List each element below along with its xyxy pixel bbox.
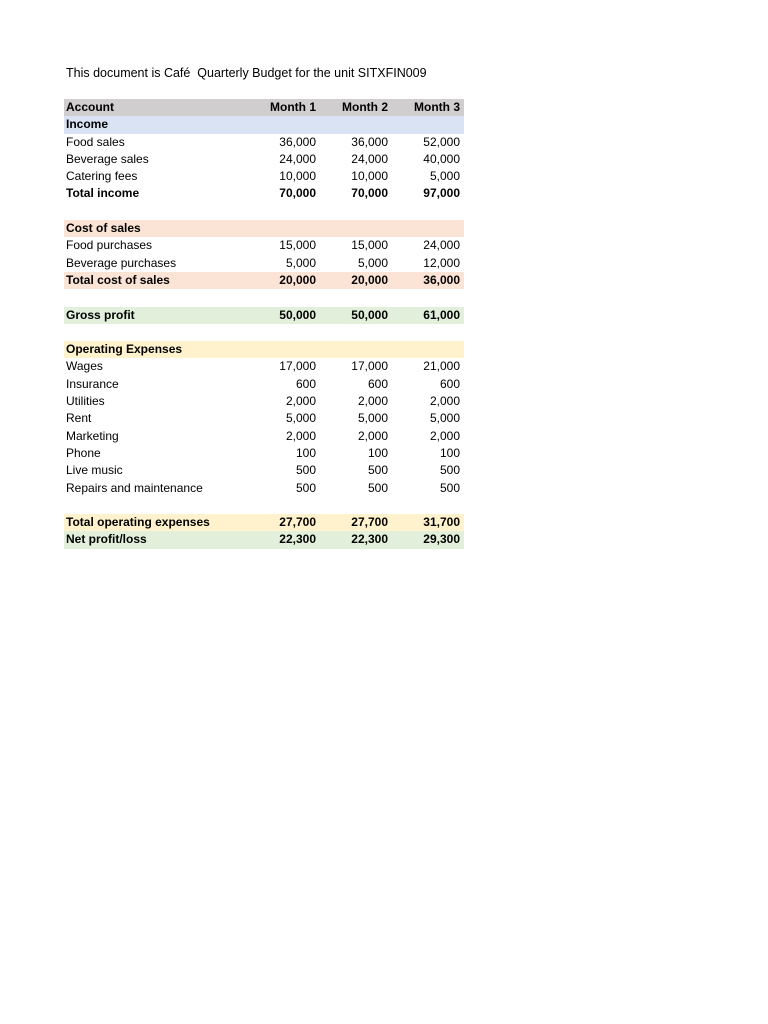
section-label: Cost of sales	[66, 221, 141, 236]
month-3-value: 500	[439, 463, 460, 478]
month-2-value: 36,000	[351, 134, 388, 149]
month-2-value: 22,300	[351, 532, 388, 547]
header-month-2: Month 2	[342, 100, 388, 114]
month-3-value: 52,000	[423, 134, 460, 149]
month-2-value: 2,000	[357, 394, 388, 409]
month-1-value: 10,000	[279, 169, 316, 184]
row-label: Net profit/loss	[66, 532, 147, 547]
month-2-value: 20,000	[351, 272, 388, 287]
month-3-value: 500	[439, 480, 460, 495]
month-3-value: 100	[439, 445, 460, 460]
month-1-value: 2,000	[285, 394, 316, 409]
section-heading-cost-of-sales	[64, 220, 464, 237]
row-label: Catering fees	[66, 169, 138, 184]
row-label: Repairs and maintenance	[66, 480, 203, 495]
month-1-value: 17,000	[279, 359, 316, 374]
month-1-value: 5,000	[285, 255, 316, 270]
table-row	[64, 393, 464, 410]
month-1-value: 70,000	[279, 186, 316, 201]
table-row	[64, 237, 464, 254]
row-label: Wages	[66, 359, 103, 374]
month-2-value: 10,000	[351, 169, 388, 184]
row-label: Gross profit	[66, 307, 135, 322]
month-3-value: 29,300	[423, 532, 460, 547]
month-3-value: 21,000	[423, 359, 460, 374]
table-row	[64, 445, 464, 462]
month-3-value: 5,000	[429, 169, 460, 184]
month-1-value: 24,000	[279, 151, 316, 166]
section-heading-income	[64, 116, 464, 133]
month-3-value: 24,000	[423, 238, 460, 253]
month-1-value: 100	[295, 445, 316, 460]
month-2-value: 100	[367, 445, 388, 460]
month-3-value: 5,000	[429, 411, 460, 426]
section-heading-operating-expenses	[64, 341, 464, 358]
month-1-value: 500	[295, 463, 316, 478]
month-2-value: 500	[367, 463, 388, 478]
table-row	[64, 168, 464, 185]
table-row	[64, 358, 464, 375]
net-profit-row	[64, 531, 464, 548]
row-label: Live music	[66, 463, 123, 478]
header-month-1: Month 1	[270, 100, 316, 114]
section-label: Operating Expenses	[66, 342, 183, 357]
month-1-value: 5,000	[285, 411, 316, 426]
month-3-value: 12,000	[423, 255, 460, 270]
row-label: Beverage purchases	[66, 255, 177, 270]
row-label: Utilities	[66, 394, 105, 409]
month-1-value: 2,000	[285, 428, 316, 443]
month-2-value: 70,000	[351, 186, 388, 201]
row-label: Total operating expenses	[66, 515, 210, 530]
section-label: Income	[66, 117, 109, 132]
row-label: Total cost of sales	[66, 272, 170, 287]
month-2-value: 2,000	[357, 428, 388, 443]
row-label: Food sales	[66, 134, 125, 149]
total-operating-expenses-row	[64, 514, 464, 531]
table-row	[64, 134, 464, 151]
total-income-row	[64, 185, 464, 202]
table-row	[64, 255, 464, 272]
month-3-value: 2,000	[429, 394, 460, 409]
month-1-value: 20,000	[279, 272, 316, 287]
header-account: Account	[66, 100, 114, 114]
row-label: Beverage sales	[66, 151, 149, 166]
month-2-value: 24,000	[351, 151, 388, 166]
month-3-value: 600	[439, 376, 460, 391]
month-3-value: 40,000	[423, 151, 460, 166]
total-cost-of-sales-row	[64, 272, 464, 289]
row-label: Phone	[66, 445, 101, 460]
row-label: Marketing	[66, 428, 119, 443]
row-label: Food purchases	[66, 238, 153, 253]
month-1-value: 600	[295, 376, 316, 391]
month-3-value: 31,700	[423, 515, 460, 530]
month-2-value: 500	[367, 480, 388, 495]
budget-table	[64, 99, 464, 549]
spacer-row	[64, 203, 464, 220]
row-label: Total income	[66, 186, 140, 201]
month-1-value: 27,700	[279, 515, 316, 530]
month-2-value: 5,000	[357, 255, 388, 270]
table-header-row	[64, 99, 464, 116]
month-2-value: 5,000	[357, 411, 388, 426]
month-1-value: 15,000	[279, 238, 316, 253]
month-1-value: 500	[295, 480, 316, 495]
table-row	[64, 410, 464, 427]
month-2-value: 600	[367, 376, 388, 391]
document-title: This document is Café Quarterly Budget for the unit SITXFIN009	[66, 66, 427, 80]
header-month-3: Month 3	[414, 100, 460, 114]
month-1-value: 36,000	[279, 134, 316, 149]
table-row	[64, 376, 464, 393]
spacer-row	[64, 289, 464, 306]
spacer-row	[64, 324, 464, 341]
month-2-value: 17,000	[351, 359, 388, 374]
month-1-value: 50,000	[279, 307, 316, 322]
month-3-value: 2,000	[429, 428, 460, 443]
month-1-value: 22,300	[279, 532, 316, 547]
table-row	[64, 428, 464, 445]
table-row	[64, 151, 464, 168]
month-3-value: 97,000	[423, 186, 460, 201]
table-row	[64, 480, 464, 497]
row-label: Insurance	[66, 376, 119, 391]
table-row	[64, 462, 464, 479]
row-label: Rent	[66, 411, 92, 426]
month-3-value: 36,000	[423, 272, 460, 287]
spacer-row	[64, 497, 464, 514]
month-2-value: 15,000	[351, 238, 388, 253]
month-3-value: 61,000	[423, 307, 460, 322]
month-2-value: 27,700	[351, 515, 388, 530]
gross-profit-row	[64, 307, 464, 324]
month-2-value: 50,000	[351, 307, 388, 322]
